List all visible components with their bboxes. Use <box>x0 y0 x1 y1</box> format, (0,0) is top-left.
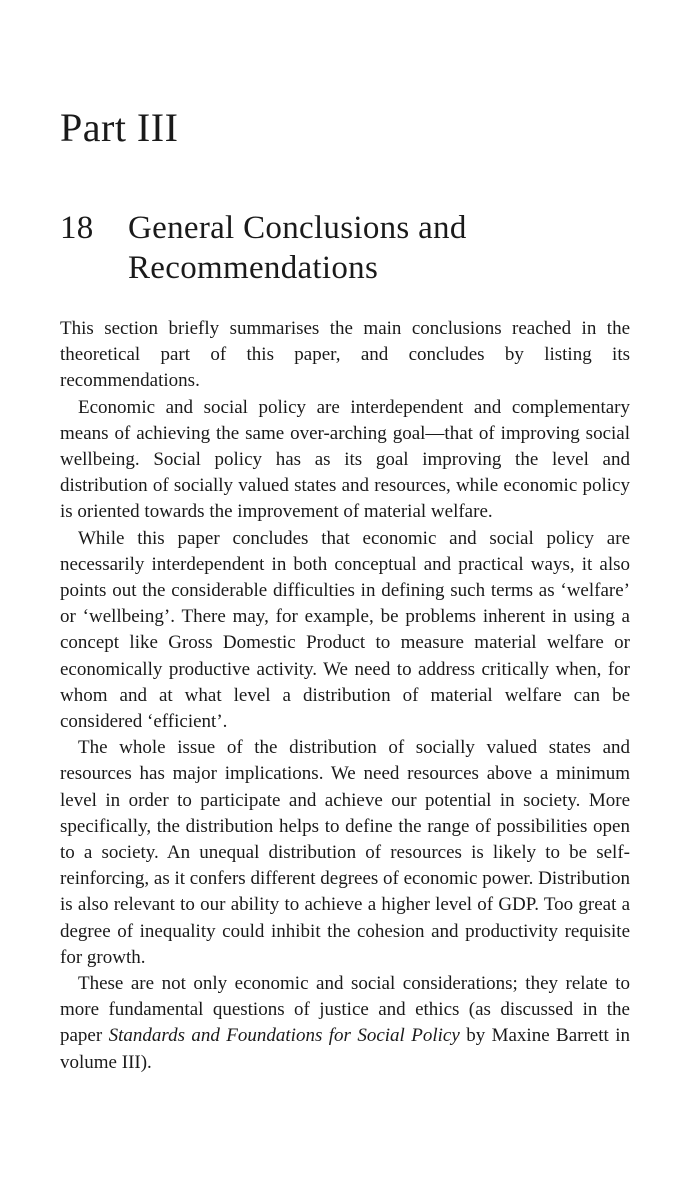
paragraph-justice-ethics <box>60 971 630 1076</box>
paragraph-distribution: The whole issue of the distribution of socially valued states and resources has major implications. We need resources above a minimum level in order to participate and achieve our potential in society. More specifically, the distribution helps to define the range of possibilities open to a society. An unequal distribution of resources is likely to be self-reinforcing, as it confers different degrees of economic power. Distribution is also relevant to our ability to achieve a higher level of GDP. Too great a degree of inequality could inhibit the cohesion and productivity requisite for growth. <box>60 737 630 968</box>
paragraph-policy-interdependence: Economic and social policy are interdependent and complementary means of achieving the same over-arching goal—that of improving social wellbeing. Social policy has as its goal improving the level and distribution of socially valued states and resources, while economic policy is oriented towards the improvement of material welfare. <box>60 396 630 523</box>
part-title: Part III <box>60 105 179 150</box>
chapter-title: General Conclusions and Recommendations <box>128 210 467 286</box>
paragraph-justice-text-before: These are not only economic and social considerations; they relate to more fundamental questions of justice and ethics (as discussed in the paper <box>60 973 630 1047</box>
body-text <box>60 316 630 1076</box>
paragraph-justice-text-after: by Maxine Barrett in volume III). <box>60 1025 630 1073</box>
chapter-number: 18 <box>60 210 94 246</box>
chapter-heading <box>60 208 630 288</box>
paragraph-welfare-definition: While this paper concludes that economic and social policy are necessarily interdependent in both conceptual and practical ways, it also points out the considerable difficulties in defining such terms as ‘welfare’ or ‘wellbeing’. There may, for example, be problems inherent in using a concept like Gross Domestic Product to measure material welfare or economically productive activity. We need to address critically when, for whom and at what level a distribution of material welfare can be considered ‘efficient’. <box>60 527 630 733</box>
citation-title: Standards and Foundations for Social Policy <box>108 1025 460 1047</box>
paragraph-intro: This section briefly summarises the main conclusions reached in the theoretical part of this paper, and concludes by listing its recommendations. <box>60 318 630 392</box>
